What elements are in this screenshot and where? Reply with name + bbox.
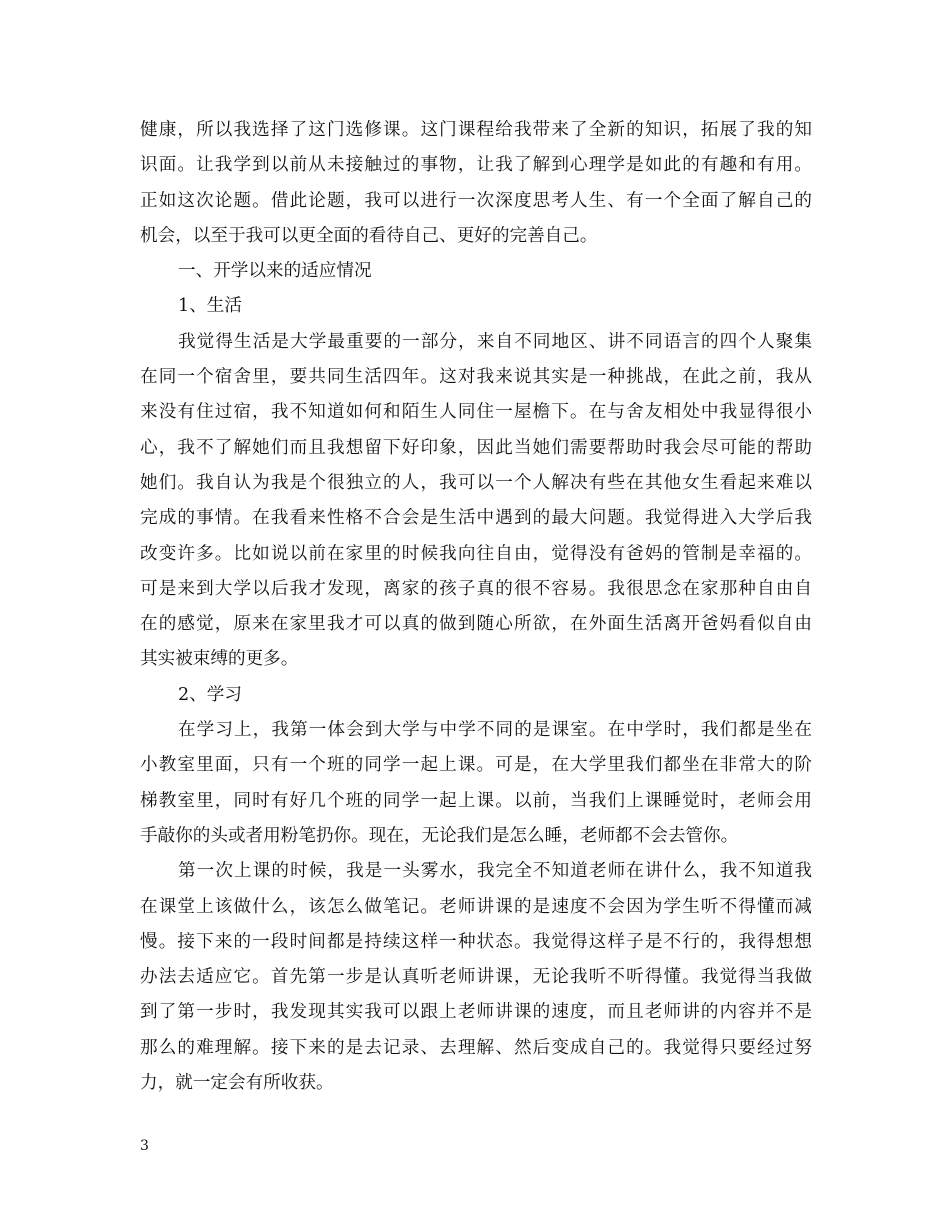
text-line: 到了第一步时，我发现其实我可以跟上老师讲课的速度，而且老师讲的内容并不是 [140,1002,812,1023]
text-line: 力，就一定会有所收获。 [140,1073,334,1094]
text-line: 识面。让我学到以前从未接触过的事物，让我了解到心理学是如此的有趣和有用。 [140,155,812,176]
subsection-heading: 1、生活 [178,296,242,317]
text-line: 小教室里面，只有一个班的同学一起上课。可是，在大学里我们都坐在非常大的阶 [140,755,812,776]
subsection-heading: 2、学习 [178,684,242,705]
text-line: 在课堂上该做什么，该怎么做笔记。老师讲课的是速度不会因为学生听不得懂而减 [140,896,812,917]
text-line: 正如这次论题。借此论题，我可以进行一次深度思考人生、有一个全面了解自己的 [140,190,812,211]
text-line: 手敲你的头或者用粉笔扔你。现在，无论我们是怎么睡，老师都不会去管你。 [140,825,739,846]
section-heading: 一、开学以来的适应情况 [178,261,372,282]
text-line: 改变许多。比如说以前在家里的时候我向往自由，觉得没有爸妈的管制是幸福的。 [140,543,812,564]
document-body [140,113,812,1101]
text-line: 办法去适应它。首先第一步是认真听老师讲课，无论我听不听得懂。我觉得当我做 [140,967,812,988]
text-line: 慢。接下来的一段时间都是持续这样一种状态。我觉得这样子是不行的，我得想想 [140,931,812,952]
text-line: 在同一个宿舍里，要共同生活四年。这对我来说其实是一种挑战，在此之前，我从 [140,367,812,388]
text-line: 梯教室里，同时有好几个班的同学一起上课。以前，当我们上课睡觉时，老师会用 [140,790,812,811]
text-line: 她们。我自认为我是个很独立的人，我可以一个人解决有些在其他女生看起来难以 [140,472,812,493]
text-line: 在学习上，我第一体会到大学与中学不同的是课室。在中学时，我们都是坐在 [178,720,812,741]
text-line: 可是来到大学以后我才发现，离家的孩子真的很不容易。我很思念在家那种自由自 [140,578,812,599]
text-line: 心，我不了解她们而且我想留下好印象，因此当她们需要帮助时我会尽可能的帮助 [140,437,812,458]
text-line: 来没有住过宿，我不知道如何和陌生人同住一屋檐下。在与舍友相处中我显得很小 [140,402,812,423]
text-line: 第一次上课的时候，我是一头雾水，我完全不知道老师在讲什么，我不知道我 [178,861,812,882]
text-line: 健康，所以我选择了这门选修课。这门课程给我带来了全新的知识，拓展了我的知 [140,120,812,140]
text-line: 机会，以至于我可以更全面的看待自己、更好的完善自己。 [140,225,598,246]
text-line: 其实被束缚的更多。 [140,649,299,670]
text-line: 那么的难理解。接下来的是去记录、去理解、然后变成自己的。我觉得只要经过努 [140,1037,812,1058]
page-number: 3 [140,1138,149,1154]
text-line: 在的感觉，原来在家里我才可以真的做到随心所欲，在外面生活离开爸妈看似自由 [140,614,812,635]
text-line: 我觉得生活是大学最重要的一部分，来自不同地区、讲不同语言的四个人聚集 [178,331,812,352]
text-line: 完成的事情。在我看来性格不合会是生活中遇到的最大问题。我觉得进入大学后我 [140,508,812,529]
